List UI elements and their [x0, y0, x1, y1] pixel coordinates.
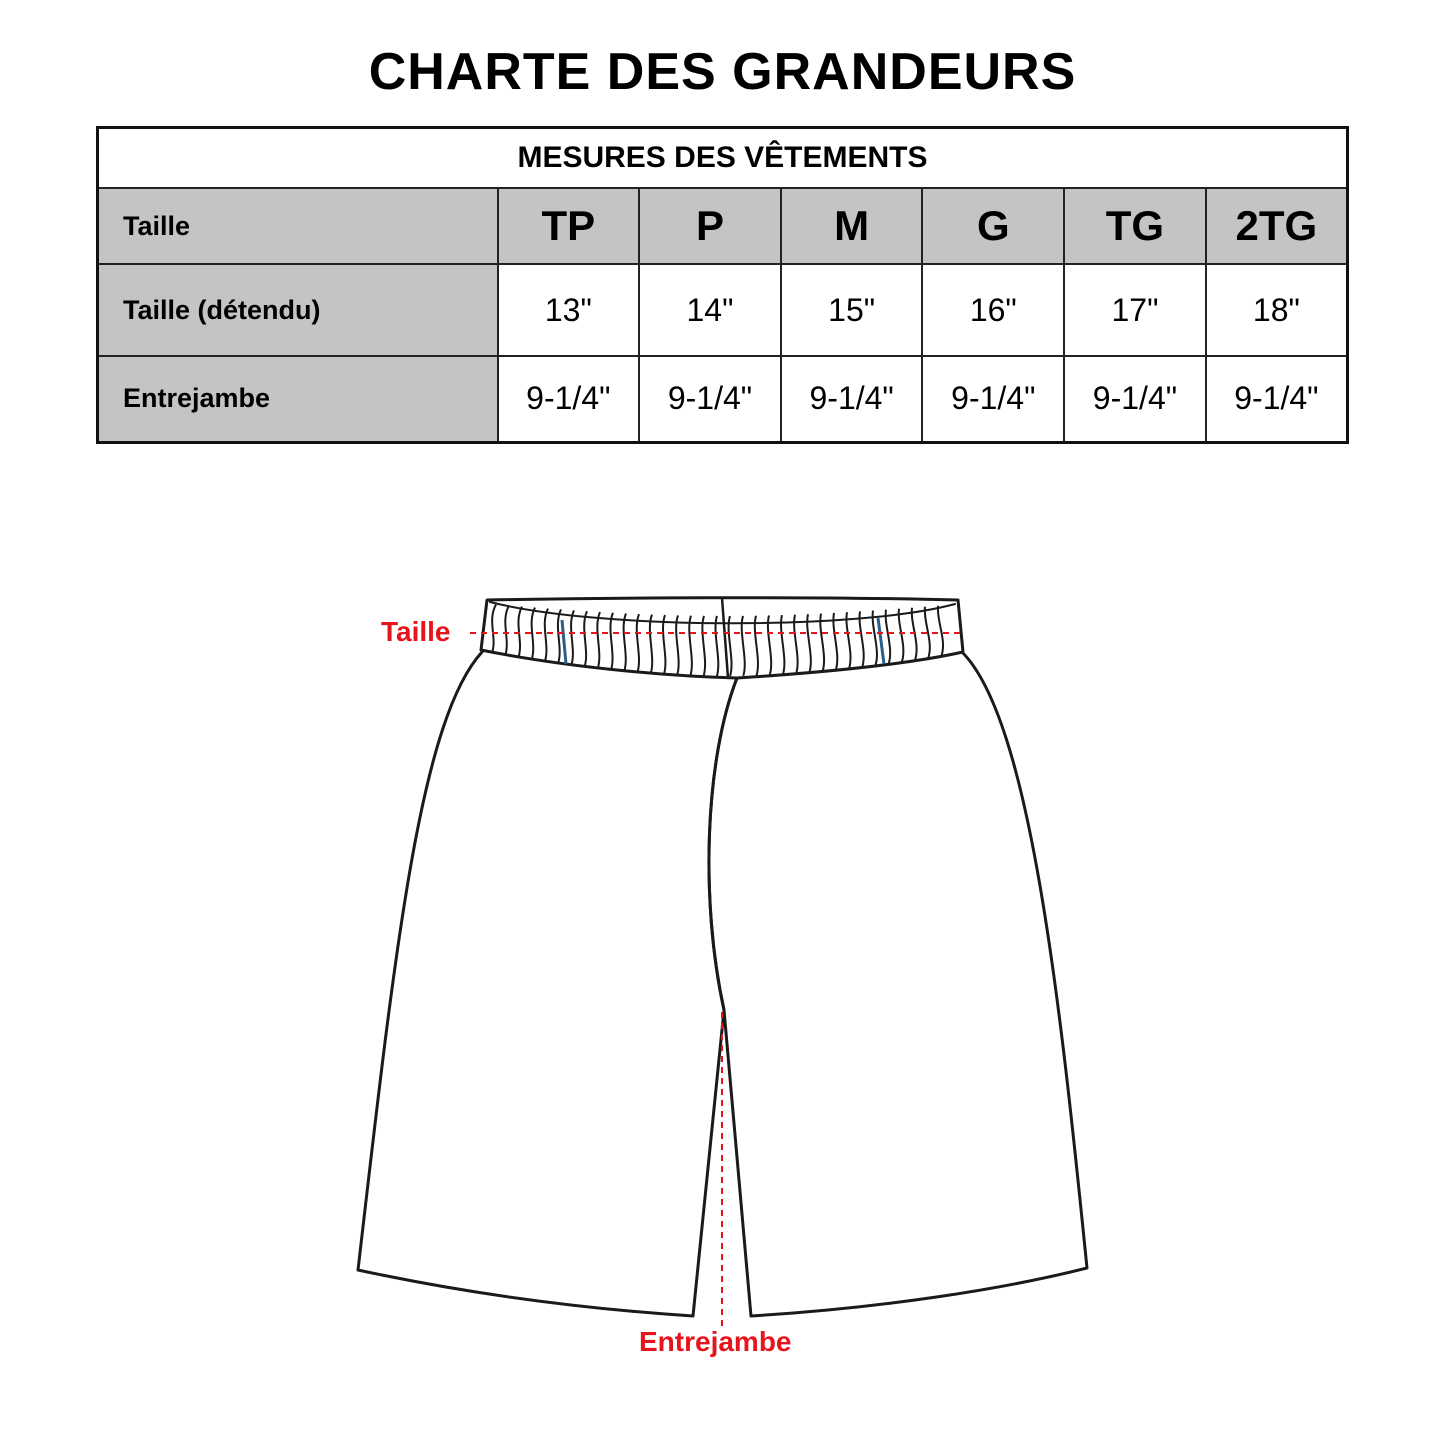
- elastic-gather-line: [584, 611, 587, 666]
- elastic-gather-line: [597, 612, 600, 668]
- inseam-callout: Entrejambe: [639, 1326, 792, 1357]
- elastic-gather-line: [492, 604, 496, 652]
- elastic-gather-line: [637, 614, 639, 672]
- elastic-gather-line: [571, 610, 574, 664]
- elastic-gather-line: [833, 613, 837, 670]
- elastic-gather-line: [860, 611, 864, 666]
- table-banner: MESURES DES VÊTEMENTS: [98, 128, 1348, 189]
- elastic-gather-line: [715, 616, 718, 676]
- elastic-gather-line: [938, 606, 943, 656]
- elastic-gather-line: [532, 608, 535, 660]
- row-label: Entrejambe: [98, 356, 498, 442]
- size-header: TG: [1064, 188, 1206, 264]
- elastic-gather-line: [820, 614, 824, 672]
- elastic-gather-line: [899, 609, 904, 662]
- elastic-gather-line: [558, 609, 561, 662]
- elastic-gather-line: [702, 616, 705, 676]
- table-cell: 13": [498, 264, 640, 356]
- elastic-gather-line: [846, 612, 850, 668]
- elastic-gather-line: [650, 615, 652, 674]
- table-cell: 9-1/4": [781, 356, 923, 442]
- elastic-gather-line: [663, 615, 665, 674]
- size-header: 2TG: [1206, 188, 1348, 264]
- elastic-gather-line: [781, 615, 784, 674]
- header-label: Taille: [98, 188, 498, 264]
- elastic-gather-line: [518, 607, 522, 658]
- elastic-gather-line: [768, 615, 771, 674]
- table-cell: 9-1/4": [1064, 356, 1206, 442]
- elastic-gather-line: [729, 616, 732, 676]
- row-label: Taille (détendu): [98, 264, 498, 356]
- elastic-gather-line: [545, 609, 548, 662]
- table-cell: 9-1/4": [639, 356, 781, 442]
- table-cell: 9-1/4": [1206, 356, 1348, 442]
- elastic-gather-line: [676, 615, 679, 674]
- size-header: P: [639, 188, 781, 264]
- table-cell: 14": [639, 264, 781, 356]
- elastic-gather-line: [886, 610, 890, 664]
- elastic-gather-line: [794, 615, 798, 674]
- elastic-gather-line: [807, 614, 811, 672]
- table-cell: 9-1/4": [922, 356, 1064, 442]
- elastic-gather-line: [610, 613, 613, 670]
- table-cell: 15": [781, 264, 923, 356]
- elastic-gather-line: [755, 616, 758, 676]
- elastic-gather-line: [505, 606, 509, 656]
- elastic-gather-line: [742, 616, 745, 676]
- table-cell: 9-1/4": [498, 356, 640, 442]
- elastic-gather-line: [624, 613, 626, 670]
- elastic-gather-line: [873, 611, 877, 666]
- table-cell: 18": [1206, 264, 1348, 356]
- table-cell: 16": [922, 264, 1064, 356]
- table-cell: 17": [1064, 264, 1206, 356]
- page-title: CHARTE DES GRANDEURS: [368, 43, 1077, 101]
- size-header: G: [922, 188, 1064, 264]
- waist-callout: Taille: [381, 616, 451, 647]
- size-header: M: [781, 188, 923, 264]
- elastic-gather-line: [689, 616, 692, 676]
- size-header: TP: [498, 188, 640, 264]
